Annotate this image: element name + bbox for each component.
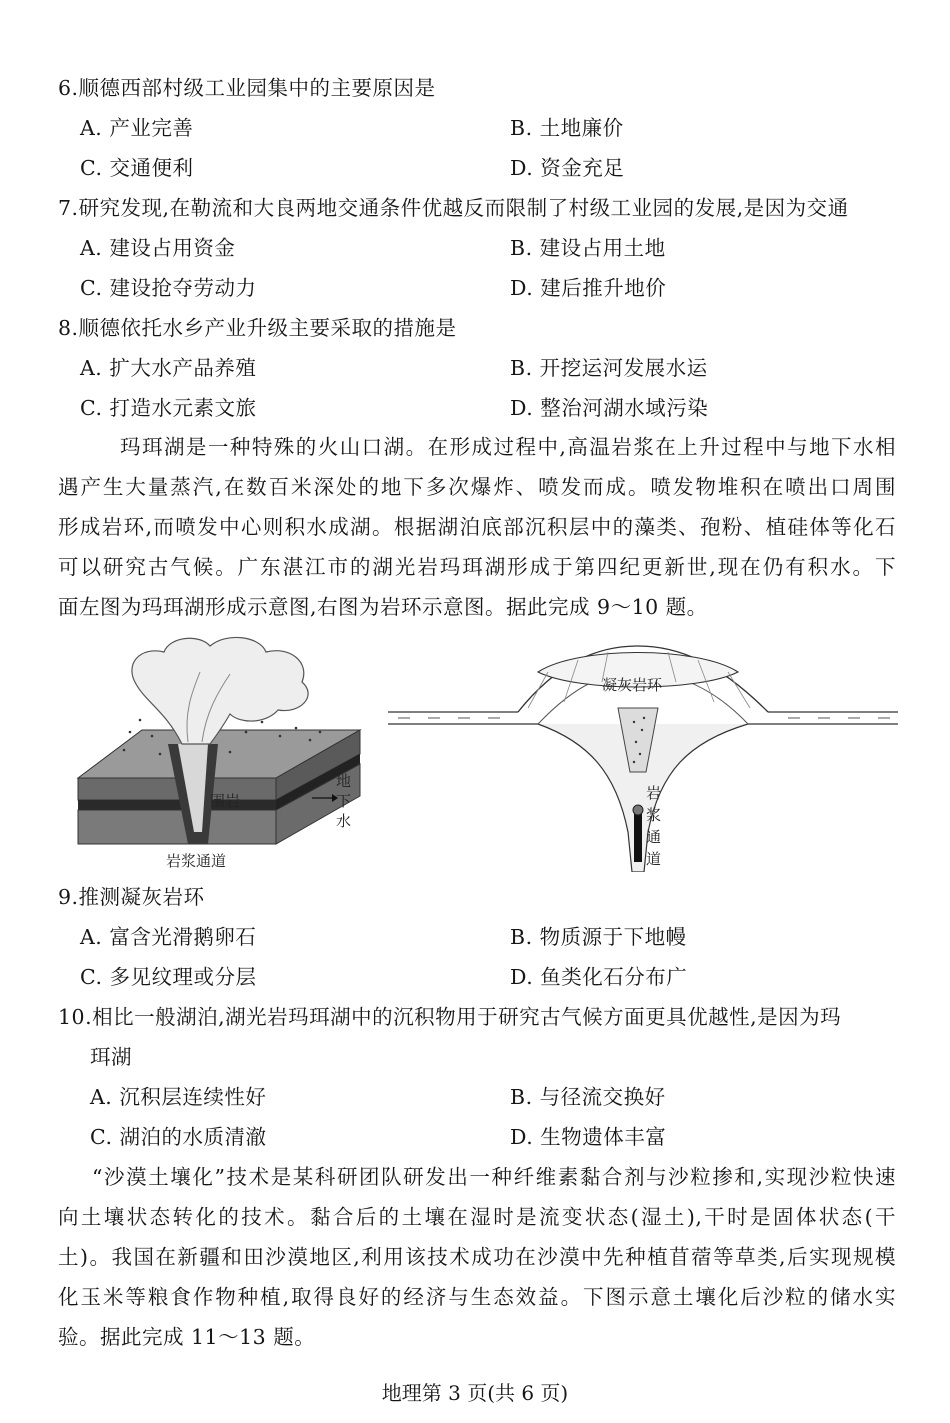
q10-option-b: B. 与径流交换好 <box>510 1085 666 1109</box>
passage2-line-5: 验。据此完成 11～13 题。 <box>58 1325 316 1349</box>
label-magma-3: 通 <box>646 828 662 846</box>
maar-formation-illustration <box>70 632 370 872</box>
q6-option-d: D. 资金充足 <box>510 156 625 180</box>
q10-option-d: D. 生物遗体丰富 <box>510 1125 667 1149</box>
q8-option-b: B. 开挖运河发展水运 <box>510 356 708 380</box>
q7-option-d: D. 建后推升地价 <box>510 276 667 300</box>
q10-stem-line-2: 珥湖 <box>90 1045 132 1069</box>
q6-option-a: A. 产业完善 <box>80 116 194 140</box>
q7-stem: 7.研究发现,在勒流和大良两地交通条件优越反而限制了村级工业园的发展,是因为交通 <box>58 196 849 220</box>
label-groundwater-3: 水 <box>336 812 352 830</box>
label-magma-1: 岩 <box>646 784 662 802</box>
passage1-line-4: 可以研究古气候。广东湛江市的湖光岩玛珥湖形成于第四纪更新世,现在仍有积水。下 <box>58 555 896 579</box>
passage1-line-5: 面左图为玛珥湖形成示意图,右图为岩环示意图。据此完成 9～10 题。 <box>58 595 708 619</box>
q9-stem: 9.推测凝灰岩环 <box>58 885 205 909</box>
q8-option-c: C. 打造水元素文旅 <box>80 396 257 420</box>
label-magma-2: 浆 <box>646 806 662 824</box>
passage1-line-1: 玛珥湖是一种特殊的火山口湖。在形成过程中,高温岩浆在上升过程中与地下水相 <box>120 435 896 459</box>
q9-option-d: D. 鱼类化石分布广 <box>510 965 688 989</box>
q10-option-a: A. 沉积层连续性好 <box>90 1085 267 1109</box>
maar-formation-figure <box>70 632 370 872</box>
label-rock: 围岩 <box>210 792 241 810</box>
passage2-line-4: 化玉米等粮食作物种植,取得良好的经济与生态效益。下图示意土壤化后沙粒的储水实 <box>58 1285 896 1309</box>
q9-option-b: B. 物质源于下地幔 <box>510 925 687 949</box>
passage2-line-1: “沙漠土壤化”技术是某科研团队研发出一种纤维素黏合剂与沙粒掺和,实现沙粒快速 <box>92 1165 896 1189</box>
passage2-line-3: 土)。我国在新疆和田沙漠地区,利用该技术成功在沙漠中先种植苜蓿等草类,后实现规模 <box>58 1245 896 1269</box>
q6-stem: 6.顺德西部村级工业园集中的主要原因是 <box>58 76 436 100</box>
q10-stem-line-1: 10.相比一般湖泊,湖光岩玛珥湖中的沉积物用于研究古气候方面更具优越性,是因为玛 <box>58 1005 842 1029</box>
label-groundwater-1: 地 <box>336 772 352 790</box>
q6-option-c: C. 交通便利 <box>80 156 194 180</box>
page-footer: 地理第 3 页(共 6 页) <box>381 1381 569 1405</box>
q8-option-a: A. 扩大水产品养殖 <box>80 356 257 380</box>
q10-option-c: C. 湖泊的水质清澈 <box>90 1125 267 1149</box>
tuff-ring-figure <box>388 632 898 872</box>
q8-stem: 8.顺德依托水乡产业升级主要采取的措施是 <box>58 316 457 340</box>
label-tuff-ring: 凝灰岩环 <box>602 676 663 694</box>
q7-option-a: A. 建设占用资金 <box>80 236 236 260</box>
q9-option-c: C. 多见纹理或分层 <box>80 965 257 989</box>
tuff-ring-illustration <box>388 632 898 872</box>
q8-option-d: D. 整治河湖水域污染 <box>510 396 709 420</box>
label-groundwater-2: 下 <box>336 792 352 810</box>
q7-option-b: B. 建设占用土地 <box>510 236 666 260</box>
label-magma-channel-left: 岩浆通道 <box>166 852 227 870</box>
passage2-line-2: 向土壤状态转化的技术。黏合后的土壤在湿时是流变状态(湿土),干时是固体状态(干 <box>58 1205 896 1229</box>
passage1-line-2: 遇产生大量蒸汽,在数百米深处的地下多次爆炸、喷发而成。喷发物堆积在喷出口周围 <box>58 475 896 499</box>
q6-option-b: B. 土地廉价 <box>510 116 624 140</box>
q9-option-a: A. 富含光滑鹅卵石 <box>80 925 257 949</box>
label-magma-4: 道 <box>646 850 662 868</box>
q7-option-c: C. 建设抢夺劳动力 <box>80 276 257 300</box>
passage1-line-3: 形成岩环,而喷发中心则积水成湖。根据湖泊底部沉积层中的藻类、孢粉、植硅体等化石 <box>58 515 896 539</box>
